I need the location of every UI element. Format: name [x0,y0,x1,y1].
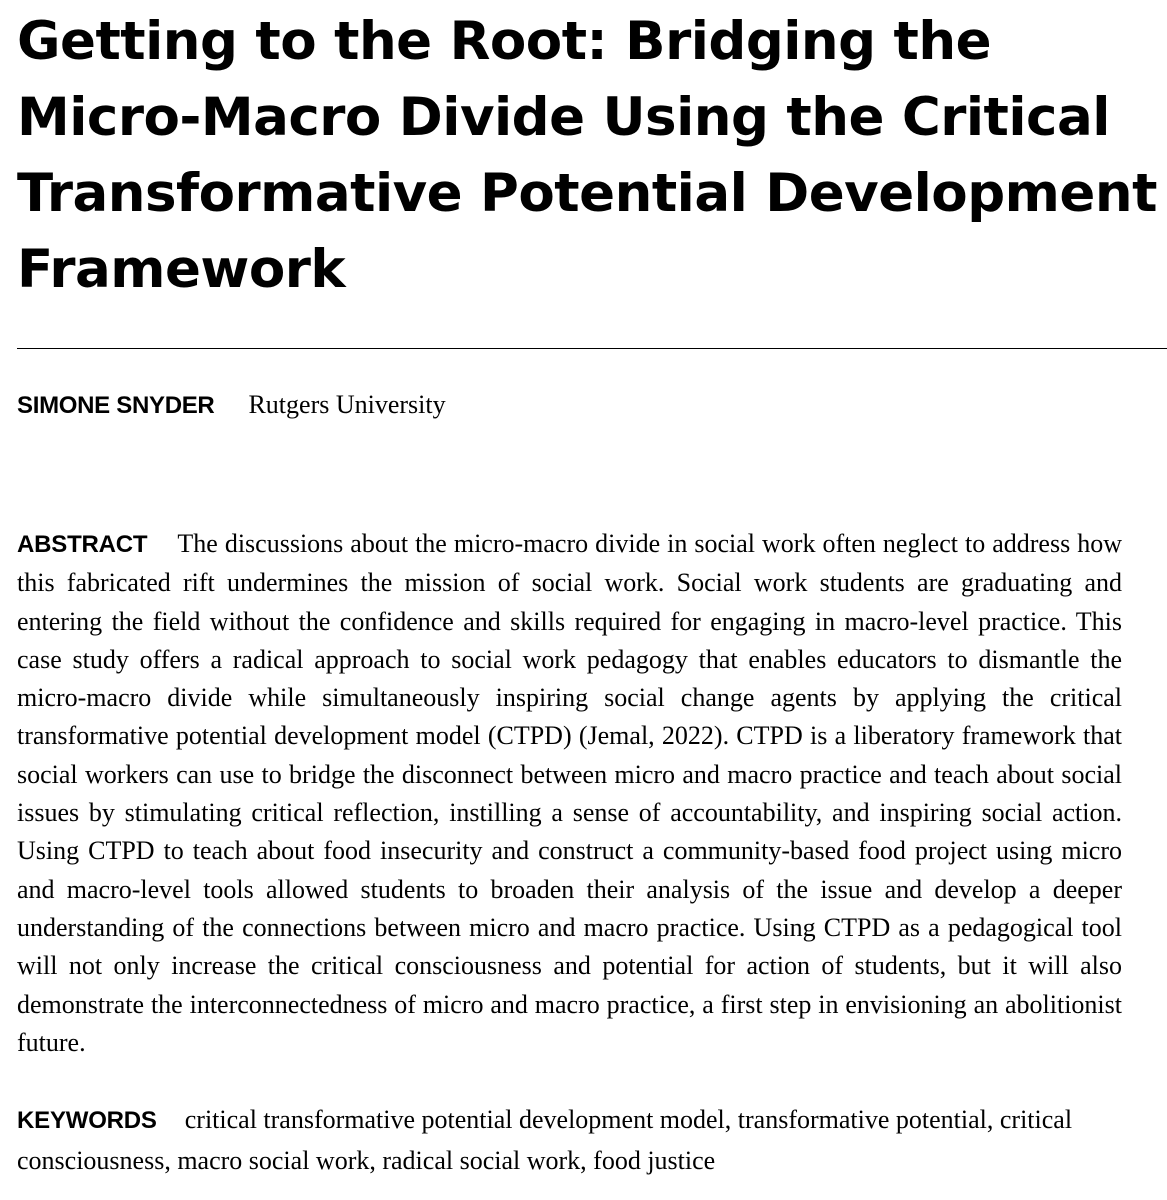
keywords [17,1100,1122,1181]
keywords-label: KEYWORDS [17,1107,157,1134]
author-affiliation: Rutgers University [248,390,446,419]
abstract-text: The discussions about the micro-macro divide in social work often neglect to address how this fabricated rift undermines the mission of social work. Social work students are graduating and entering the field without the confidence and skills required for engaging in macro-level practice. This case study offers a radical approach to social work pedagogy that enables educators to dismantle the micro-macro divide while simultaneously inspiring social change agents by applying the critical transformative potential development model (CTPD) (Jemal, 2022). CTPD is a liberatory framework that social workers can use to bridge the disconnect between micro and macro practice and teach about social issues by stimulating critical reflection, instilling a sense of accountability, and inspiring social action. Using CTPD to teach about food insecurity and construct a community-based food project using micro and macro-level tools allowed students to broaden their analysis of the issue and develop a deeper understanding of the connections between micro and macro practice. Using CTPD as a pedagogical tool will not only increase the critical consciousness and potential for action of students, but it will also demonstrate the interconnectedness of micro and macro practice, a first step in envisioning an abolitionist future. [17,529,1122,1057]
abstract [17,525,1122,1062]
abstract-label: ABSTRACT [17,531,148,558]
keywords-text: critical transformative potential development model, transformative potential, critical consciousness, macro social work, radical social work, food justice [17,1105,1073,1175]
article-title: Getting to the Root: Bridging the Micro-Macro Divide Using the Critical Transformative Potential Development Framework [17,11,1157,300]
author-name: SIMONE SNYDER [17,392,215,419]
title-divider [17,348,1167,349]
byline [17,388,446,422]
